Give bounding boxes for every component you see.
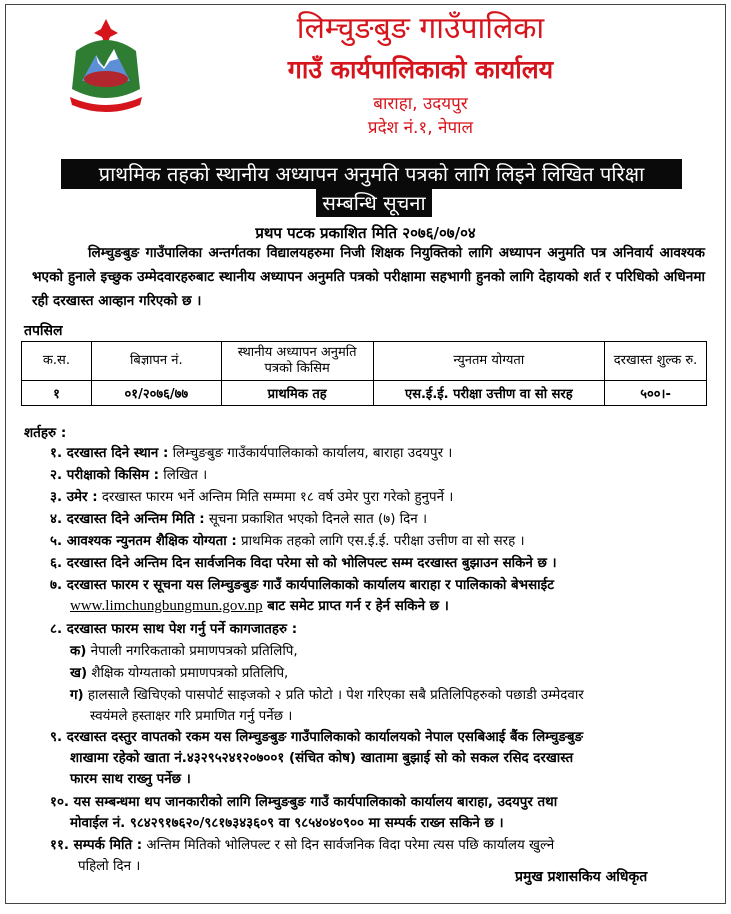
term-5 [50, 531, 525, 552]
term-4-key: ४. दरखास्त दिने अन्तिम मिति : [50, 512, 205, 527]
cell-license-type: प्राथमिक तह [221, 381, 373, 406]
term-2 [50, 465, 207, 486]
signatory-title: प्रमुख प्रशासकिय अधिकृत [515, 869, 648, 885]
term-6: ६. दरखास्त दिने अन्तिम दिन सार्वजनिक विदा परेमा सो को भोलिपल्ट सम्म दरखास्त बुझाउन सकिने छ । [50, 556, 557, 571]
notice-title-line1: प्राथमिक तहको स्थानीय अध्यापन अनुमति पत्रको लागि लिइने लिखित परिक्षा [61, 159, 682, 189]
term-8b-value: शैक्षिक योग्यताको प्रमाणपत्रको प्रतिलिपि, [87, 666, 289, 681]
term-1-key: १. दरखास्त दिने स्थान : [50, 446, 169, 461]
term-4 [50, 509, 427, 530]
term-1 [50, 443, 452, 464]
term-5-value: प्राथमिक तहको लागि एस.ई.ई. परीक्षा उत्तीण वा सो सरह । [236, 534, 525, 549]
col-license-type: स्थानीय अध्यापन अनुमति पत्रको किसिम [221, 342, 373, 381]
col-min-qualification: न्युनतम योग्यता [373, 342, 605, 381]
term-11-key: ११. सम्पर्क मिति : [50, 838, 143, 853]
term-8a-value: नेपाली नगरिकताको प्रमाणपत्रको प्रतिलिपि, [86, 644, 298, 659]
term-7-line1: ७. दरखास्त फारम र सूचना यस लिम्चुङबुङ गाउँ कार्यपालिकाको कार्यालय बाराहा र पालिकाको बेभसाईट [50, 578, 554, 593]
term-3 [50, 487, 453, 508]
intro-text: लिम्चुङबुङ गाउँपालिका अन्तर्गतका विद्यालयहरुमा निजी शिक्षक नियुक्तिको लागि अध्यापन अनुमति पत्र अनिवार्य आवश्यक भएको हुनाले इच्छुक उम्मेदवारहरुबाट स्थानीय अध्यापन अनुमति पत्रको परीक्षामा सहभागी हुनको लागि देहायको शर्त र परिधिको अधिनमा रही दरखास्त आव्हान गरिएको छ । [32, 245, 705, 309]
term-9-line1: ९. दरखास्त दस्तुर वापतको रकम यस लिम्चुङबुङ गाउँपालिकाको कार्यालयको नेपाल एसबिआई बैंक लिम्चुङबुङ [50, 730, 584, 745]
cell-serial: १ [22, 381, 92, 406]
term-7-line2 [70, 596, 449, 617]
municipality-name: लिम्चुङबुङ गाउँपालिका [296, 11, 545, 46]
website-link[interactable]: www.limchungbungmun.gov.np [70, 598, 263, 614]
term-1-value: लिम्चुङबुङ गाउँकार्यपालिकाको कार्यालय, बाराहा उदयपुर । [168, 446, 453, 461]
notice-title-line2: सम्बन्धि सूचना [316, 189, 432, 217]
term-9-line3: फारम साथ राख्नु पर्नेछ । [70, 772, 191, 787]
col-serial: क.स. [22, 342, 92, 381]
term-8b [70, 663, 288, 684]
term-11-line2: पहिलो दिन । [78, 859, 141, 874]
col-fee: दरखास्त शुल्क रु. [605, 342, 707, 381]
term-2-value: लिखित । [159, 468, 208, 483]
term-8c [70, 685, 584, 706]
office-address: बाराहा, उदयपुर [373, 94, 468, 114]
table-label: तपसिल [24, 323, 63, 339]
intro-paragraph [32, 241, 705, 313]
term-11-value: अन्तिम मितिको भोलिपल्ट र सो दिन सार्वजनिक विदा परेमा त्यस पछि कार्यालय खुल्ने [142, 838, 555, 853]
term-8a-key: क) [70, 644, 87, 659]
term-9-line2: शाखामा रहेको खाता नं.४३२९५२४१२०७००१ (संचित कोष) खातामा बुझाई सो को सकल रसिद दरखास्त [70, 751, 574, 766]
term-4-value: सूचना प्रकाशित भएको दिनले सात (७) दिन । [204, 512, 428, 527]
term-7-tail: बाट समेट प्राप्त गर्न र हेर्न सकिने छ । [262, 599, 449, 614]
cell-min-qualification: एस.ई.ई. परीक्षा उत्तीण वा सो सरह [373, 381, 605, 406]
office-name: गाउँ कार्यपालिकाको कार्यालय [287, 55, 554, 84]
term-3-value: दरखास्त फारम भर्ने अन्तिम मिति सम्ममा १८ वर्ष उमेर पुरा गरेको हुनुपर्ने । [97, 490, 454, 505]
table-row [22, 381, 707, 406]
term-8c-line2: स्वयंमले हस्ताक्षर गरि प्रमाणित गर्नु पर्नेछ । [90, 709, 293, 724]
terms-heading: शर्तहरु : [24, 425, 67, 441]
col-ad-number: बिज्ञापन नं. [91, 342, 221, 381]
vacancy-table [21, 341, 707, 406]
term-3-key: ३. उमेर : [50, 490, 98, 505]
publication-date: प्रथप पटक प्रकाशित मिति २०७६/०७/०४ [255, 224, 476, 242]
term-11 [50, 835, 554, 856]
term-8: ८. दरखास्त फारम साथ पेश गर्नु पर्ने कागजातहरु : [50, 622, 298, 637]
term-8c-value: हालसालै खिचिएको पासपोर्ट साइजको २ प्रति फोटो । पेश गरिएका सबै प्रतिलिपिहरुको पछाडी उम्मेदवार [83, 688, 584, 703]
term-8c-key: ग) [70, 688, 84, 703]
nepal-emblem-icon [64, 11, 148, 115]
notice-page [5, 4, 726, 904]
term-10-line1: १०. यस सम्बन्धमा थप जानकारीको लागि लिम्चुङबुङ गाउँ कार्यपालिकाको कार्यालय बाराहा, उदयपुर तथा [50, 795, 558, 810]
office-province: प्रदेश नं.१, नेपाल [367, 118, 474, 138]
table-header-row [22, 342, 707, 381]
term-8a [70, 641, 298, 662]
term-2-key: २. परीक्षाको किसिम : [50, 468, 160, 483]
term-8b-key: ख) [70, 666, 88, 681]
term-10-line2: मोवाईल नं. ९८४२९१७६२०/९८१७३४३६०९ वा ९८५४०४०९०० मा सम्पर्क राख्न सकिने छ । [70, 816, 504, 831]
cell-fee: ५००।- [605, 381, 707, 406]
term-5-key: ५. आवश्यक न्युनतम शैक्षिक योग्यता : [50, 534, 237, 549]
cell-ad-number: ०१/२०७६/७७ [91, 381, 221, 406]
